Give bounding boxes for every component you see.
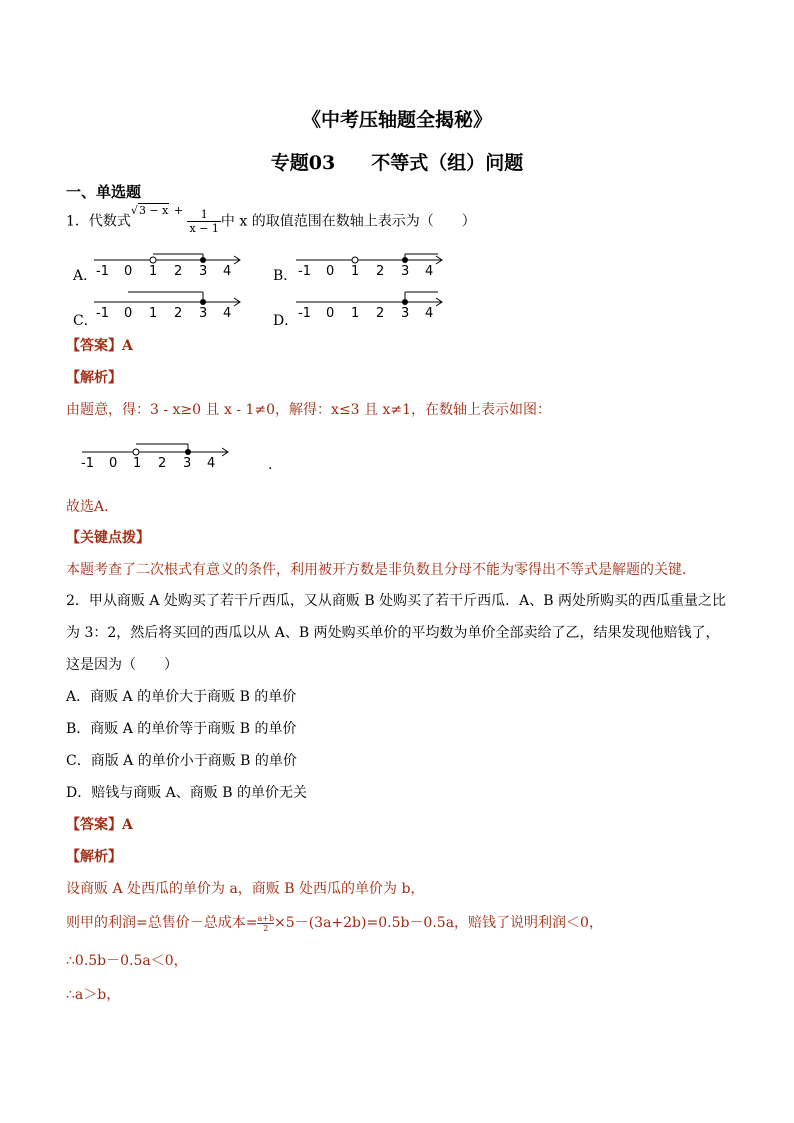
topic-number: 专题03 xyxy=(270,152,336,174)
tick-label: 2 xyxy=(174,264,183,279)
q2-step2-pre: 则甲的利润=总售价－总成本= xyxy=(66,915,258,931)
page-title: 《中考压轴题全揭秘》 xyxy=(301,109,492,131)
q1-sqrt-body: 3 − x xyxy=(138,203,169,217)
q2-step2-fraction xyxy=(257,914,274,933)
tick-label: 3 xyxy=(199,264,208,279)
q1-option-a-axis xyxy=(90,250,250,280)
tick-label: 1 xyxy=(351,264,360,279)
q2-option-d: D．赔钱与商贩 A、商贩 B 的单价无关 xyxy=(66,785,307,801)
q1-key-point: 本题考查了二次根式有意义的条件，利用被开方数是非负数且分母不能为零得出不等式是解题的关键． xyxy=(66,562,696,578)
q1-conclusion: 故选A． xyxy=(66,499,119,515)
tick-label: -1 xyxy=(298,264,311,279)
tick-label: -1 xyxy=(96,264,109,279)
q1-option-d-label: D． xyxy=(273,313,299,329)
tick-label: 4 xyxy=(223,264,232,279)
q1-option-c-label: C． xyxy=(73,313,98,329)
tick-label: 1 xyxy=(149,306,158,321)
tick-label: 2 xyxy=(376,264,385,279)
q1-analysis-tag: 【解析】 xyxy=(66,370,122,386)
q2-frac-den: 2 xyxy=(263,923,269,933)
tick-label: -1 xyxy=(81,456,94,471)
tick-label: 3 xyxy=(183,456,192,471)
q1-option-d-axis xyxy=(292,290,452,322)
section-heading: 一、单选题 xyxy=(66,183,142,201)
q1-figure-period: . xyxy=(268,457,273,473)
q2-frac-num: a+b xyxy=(257,913,275,923)
tick-label: -1 xyxy=(96,306,109,321)
q1-stem xyxy=(66,203,476,235)
tick-label: 0 xyxy=(124,264,133,279)
q2-analysis-tag: 【解析】 xyxy=(66,849,122,865)
q2-option-c: C．商版 A 的单价小于商贩 B 的单价 xyxy=(66,753,297,769)
q1-sqrt: √3 − x xyxy=(130,203,169,217)
tick-label: 0 xyxy=(109,456,118,471)
tick-label: 3 xyxy=(401,264,410,279)
tick-label: 3 xyxy=(401,306,410,321)
q2-option-a: A．商贩 A 的单价大于商贩 B 的单价 xyxy=(66,689,297,705)
tick-label: 4 xyxy=(223,306,232,321)
tick-label: -1 xyxy=(298,306,311,321)
q1-frac-num: 1 xyxy=(187,208,220,222)
tick-label: 2 xyxy=(158,456,167,471)
tick-label: 3 xyxy=(199,306,208,321)
tick-label: 1 xyxy=(149,264,158,279)
q1-suffix: 中 x 的取值范围在数轴上表示为（ ） xyxy=(220,213,476,230)
q2-step2-post: ×5－(3a+2b)=0.5b－0.5a，赔钱了说明利润＜0， xyxy=(274,915,603,931)
q2-stem-line1: 2．甲从商贩 A 处购买了若干斤西瓜，又从商贩 B 处购买了若干斤西瓜．A、B 两处所购买的西瓜重量之比 xyxy=(66,593,726,609)
q2-step4: ∴a＞b， xyxy=(66,987,121,1003)
q1-option-b-label: B． xyxy=(273,268,298,284)
tick-label: 1 xyxy=(133,456,142,471)
q2-step1: 设商贩 A 处西瓜的单价为 a，商贩 B 处西瓜的单价为 b， xyxy=(66,881,425,897)
q1-answer: 【答案】A xyxy=(66,338,133,354)
q1-option-c-axis xyxy=(90,290,250,322)
q2-option-b: B．商贩 A 的单价等于商贩 B 的单价 xyxy=(66,721,297,737)
q2-stem-line2: 为 3：2，然后将买回的西瓜以从 A、B 两处购买单价的平均数为单价全部卖给了乙，结果发现他赔钱了， xyxy=(66,625,720,641)
q2-step3: ∴0.5b－0.5a＜0， xyxy=(66,953,188,969)
q1-analysis: 由题意，得：3 - x≥0 且 x - 1≠0，解得：x≤3 且 x≠1，在数轴上表示如图： xyxy=(66,402,552,418)
tick-label: 4 xyxy=(207,456,216,471)
tick-label: 4 xyxy=(425,306,434,321)
tick-label: 0 xyxy=(124,306,133,321)
q1-option-a-label: A． xyxy=(73,268,98,284)
q1-frac-den: x − 1 xyxy=(189,222,219,235)
tick-label: 1 xyxy=(351,306,360,321)
q1-option-b-axis xyxy=(292,250,452,280)
q1-key-tag: 【关键点拨】 xyxy=(66,530,150,546)
tick-label: 2 xyxy=(174,306,183,321)
q2-stem-line3: 这是因为（ ） xyxy=(66,657,178,673)
q1-plus: + xyxy=(173,203,184,217)
q2-step2 xyxy=(66,912,603,933)
tick-label: 0 xyxy=(326,306,335,321)
tick-label: 2 xyxy=(376,306,385,321)
tick-label: 4 xyxy=(425,264,434,279)
q1-fraction xyxy=(187,208,220,235)
topic-title xyxy=(0,148,794,175)
q1-solution-axis xyxy=(78,440,238,472)
tick-label: 0 xyxy=(326,264,335,279)
q2-answer: 【答案】A xyxy=(66,817,133,833)
topic-name: 不等式（组）问题 xyxy=(371,152,524,174)
q1-prefix: 1．代数式 xyxy=(66,213,131,230)
